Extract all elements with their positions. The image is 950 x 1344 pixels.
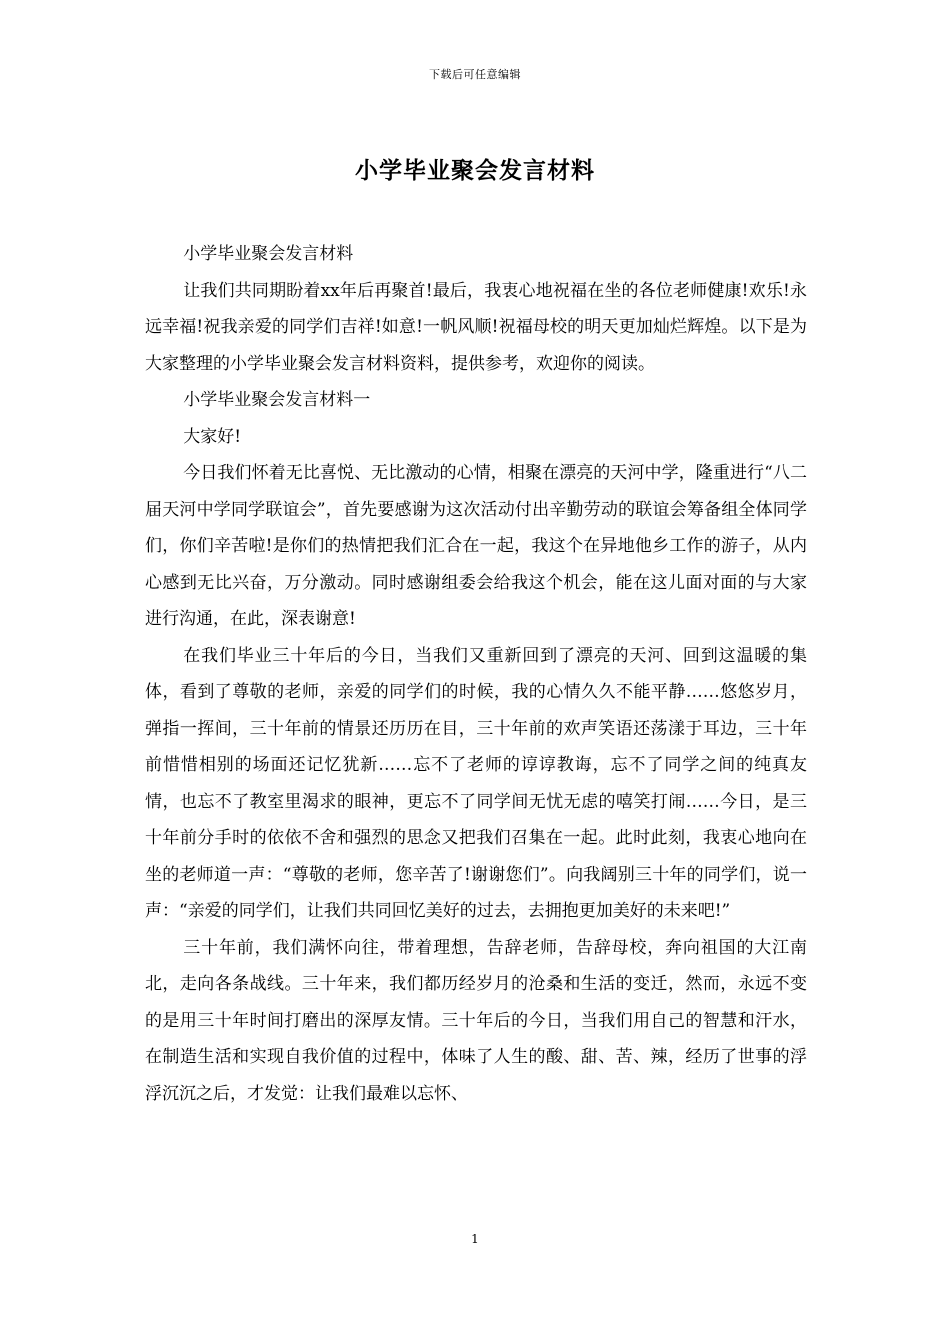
header-note: 下载后可任意编辑 (429, 68, 521, 81)
paragraph: 今日我们怀着无比喜悦、无比激动的心情，相聚在漂亮的天河中学，隆重进行“八二届天河中学同学联谊会”，首先要感谢为这次活动付出辛勤劳动的联谊会筹备组全体同学们，你们辛苦啦!是你们的热情把我们汇合在一起，我这个在异地他乡工作的游子，从内心感到无比兴奋，万分激动。同时感谢组委会给我这个机会，能在这儿面对面的与大家进行沟通，在此，深表谢意! (145, 463, 807, 629)
paragraph: 在我们毕业三十年后的今日，当我们又重新回到了漂亮的天河、回到这温暖的集体，看到了尊敬的老师，亲爱的同学们的时候，我的心情久久不能平静……悠悠岁月，弹指一挥间，三十年前的情景还历历在目，三十年前的欢声笑语还荡漾于耳边，三十年前惜惜相别的场面还记忆犹新……忘不了老师的谆谆教诲，忘不了同学之间的纯真友情，也忘不了教室里渴求的眼神，更忘不了同学间无忧无虑的嘻笑打闹……今日，是三十年前分手时的依依不舍和强烈的思念又把我们召集在一起。此时此刻，我衷心地向在坐的老师道一声：“尊敬的老师，您辛苦了!谢谢您们”。向我阔别三十年的同学们，说一声：“亲爱的同学们，让我们共同回忆美好的过去，去拥抱更加美好的未来吧!” (145, 645, 807, 921)
paragraph: 小学毕业聚会发言材料一 (183, 390, 371, 410)
paragraph: 让我们共同期盼着xx年后再聚首!最后，我衷心地祝福在坐的各位老师健康!欢乐!永远幸福!祝我亲爱的同学们吉祥!如意!一帆风顺!祝福母校的明天更加灿烂辉煌。以下是为大家整理的小学毕业聚会发言材料资料，提供参考，欢迎你的阅读。 (145, 280, 807, 374)
document-title: 小学毕业聚会发言材料 (355, 157, 595, 184)
document-body (145, 236, 807, 1112)
paragraph: 三十年前，我们满怀向往，带着理想，告辞老师，告辞母校，奔向祖国的大江南北，走向各条战线。三十年来，我们都历经岁月的沧桑和生活的变迁，然而，永远不变的是用三十年时间打磨出的深厚友情。三十年后的今日，当我们用自己的智慧和汗水，在制造生活和实现自我价值的过程中，体味了人生的酸、甜、苦、辣，经历了世事的浮浮沉沉之后，才发觉：让我们最难以忘怀、 (145, 937, 807, 1104)
paragraph: 大家好! (183, 426, 242, 447)
page-number: 1 (471, 1232, 479, 1246)
paragraph: 小学毕业聚会发言材料 (183, 244, 354, 264)
